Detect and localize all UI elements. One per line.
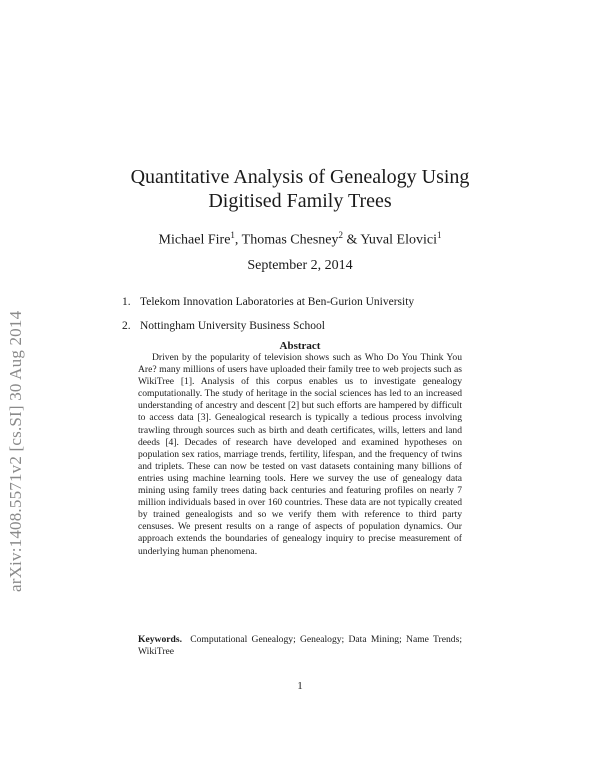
affiliation-item	[122, 295, 414, 309]
author-separator: &	[346, 232, 358, 248]
keywords-text: Computational Genealogy; Genealogy; Data Mining; Name Trends; WikiTree	[138, 634, 462, 658]
paper-title-line-2: Digitised Family Trees	[208, 190, 392, 212]
affiliation-list	[122, 295, 414, 343]
abstract-text: Driven by the popularity of television shows such as Who Do You Think You Are? many millions of users have uploaded their family tree to web projects such as WikiTree [1]. Analysis of this corpus enables us to investigate genealogy computationally. The study of heritage in the social sciences has led to an increased understanding of ancestry and descent [2] but such efforts are hampered by difficult to access data [3]. Genealogical research is typically a tedious process involving trawling through sources such as birth and death certificates, wills, letters and land deeds [4]. Decades of research have developed and examined hypotheses on population sex ratios, marriage trends, fertility, lifespan, and the frequency of twins and triplets. These can now be tested on vast datasets containing many billions of entries using machine learning tools. Here we survey the use of genealogy data mining using family trees dating back centuries and featuring profiles on nearly 7 million individuals based in over 160 countries. These data are not typically created by trained genealogists and so we verify them with reference to third party censuses. We present results on a range of aspects of population dynamics. Our approach extends the boundaries of genealogy inquiry to precise measurement of underlying human phenomena.	[138, 352, 462, 557]
paper-title-line-1: Quantitative Analysis of Genealogy Using	[130, 166, 470, 188]
keywords-label: Keywords.	[138, 634, 182, 645]
author-name: Yuval Elovici	[360, 232, 437, 248]
arxiv-identifier-stamp: arXiv:1408.5571v2 [cs.SI] 30 Aug 2014	[6, 310, 25, 592]
affiliation-number: 2.	[122, 320, 131, 332]
author-name: Michael Fire	[158, 232, 231, 248]
keywords-section	[138, 634, 462, 658]
author-affiliation-mark: 1	[230, 230, 235, 240]
author-list	[90, 230, 510, 249]
affiliation-number: 1.	[122, 296, 131, 308]
author-affiliation-mark: 2	[338, 230, 343, 240]
publication-date: September 2, 2014	[247, 258, 353, 273]
affiliation-item	[122, 319, 414, 333]
affiliation-text: Telekom Innovation Laboratories at Ben-Gurion University	[140, 296, 415, 308]
author-separator: ,	[234, 232, 239, 248]
page-number: 1	[297, 680, 303, 692]
affiliation-text: Nottingham University Business School	[140, 320, 325, 332]
author-name: Thomas Chesney	[241, 232, 339, 248]
abstract-heading: Abstract	[279, 340, 321, 352]
paper-title	[90, 165, 510, 213]
author-affiliation-mark: 1	[436, 230, 442, 240]
